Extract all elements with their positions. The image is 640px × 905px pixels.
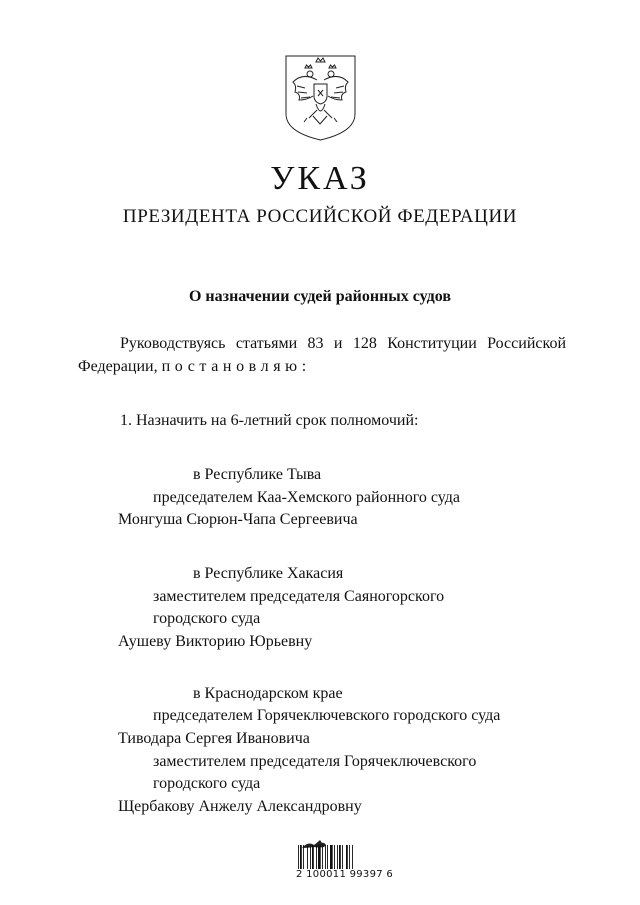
appointment-line: городского суда [153,610,261,627]
appointment-line: заместителем председателя Горячеключевского [153,753,477,770]
document-subtitle: ПРЕЗИДЕНТА РОССИЙСКОЙ ФЕДЕРАЦИИ [122,206,518,227]
decree-heading: О назначении судей районных судов [188,288,451,305]
appointment-line: Тиводара Сергея Ивановича [118,730,310,747]
barcode-number: 2 100011 99397 6 [296,869,394,880]
appointment-line: Аушеву Викторию Юрьевну [118,633,313,650]
appointment-line: председателем Каа-Хемского районного суда [153,489,460,506]
appointment-line: заместителем председателя Саяногорского [153,588,445,605]
appointment-line: председателем Горячеключевского городского суда [153,707,501,724]
appointment-line: Щербакову Анжелу Александровну [118,798,362,815]
document-title: УКАЗ [270,160,370,197]
appointment-line: в Краснодарском крае [193,685,343,702]
state-emblem [283,52,358,142]
preamble-line-2 [78,355,311,378]
appointment-line: в Республике Хакасия [193,565,344,582]
appointment-line: городского суда [153,775,261,792]
item-1: 1. Назначить на 6-летний срок полномочий: [120,412,419,429]
appointment-line: Монгуша Сюрюн-Чапа Сергеевича [118,511,358,528]
decree-word: постановляю: [161,358,311,375]
preamble-prefix: Федерации, [78,358,158,375]
barcode [297,845,377,869]
preamble-line-1: Руководствуясь статьями 83 и 128 Конституции Российской [120,335,566,352]
appointment-line: в Республике Тыва [193,466,322,483]
